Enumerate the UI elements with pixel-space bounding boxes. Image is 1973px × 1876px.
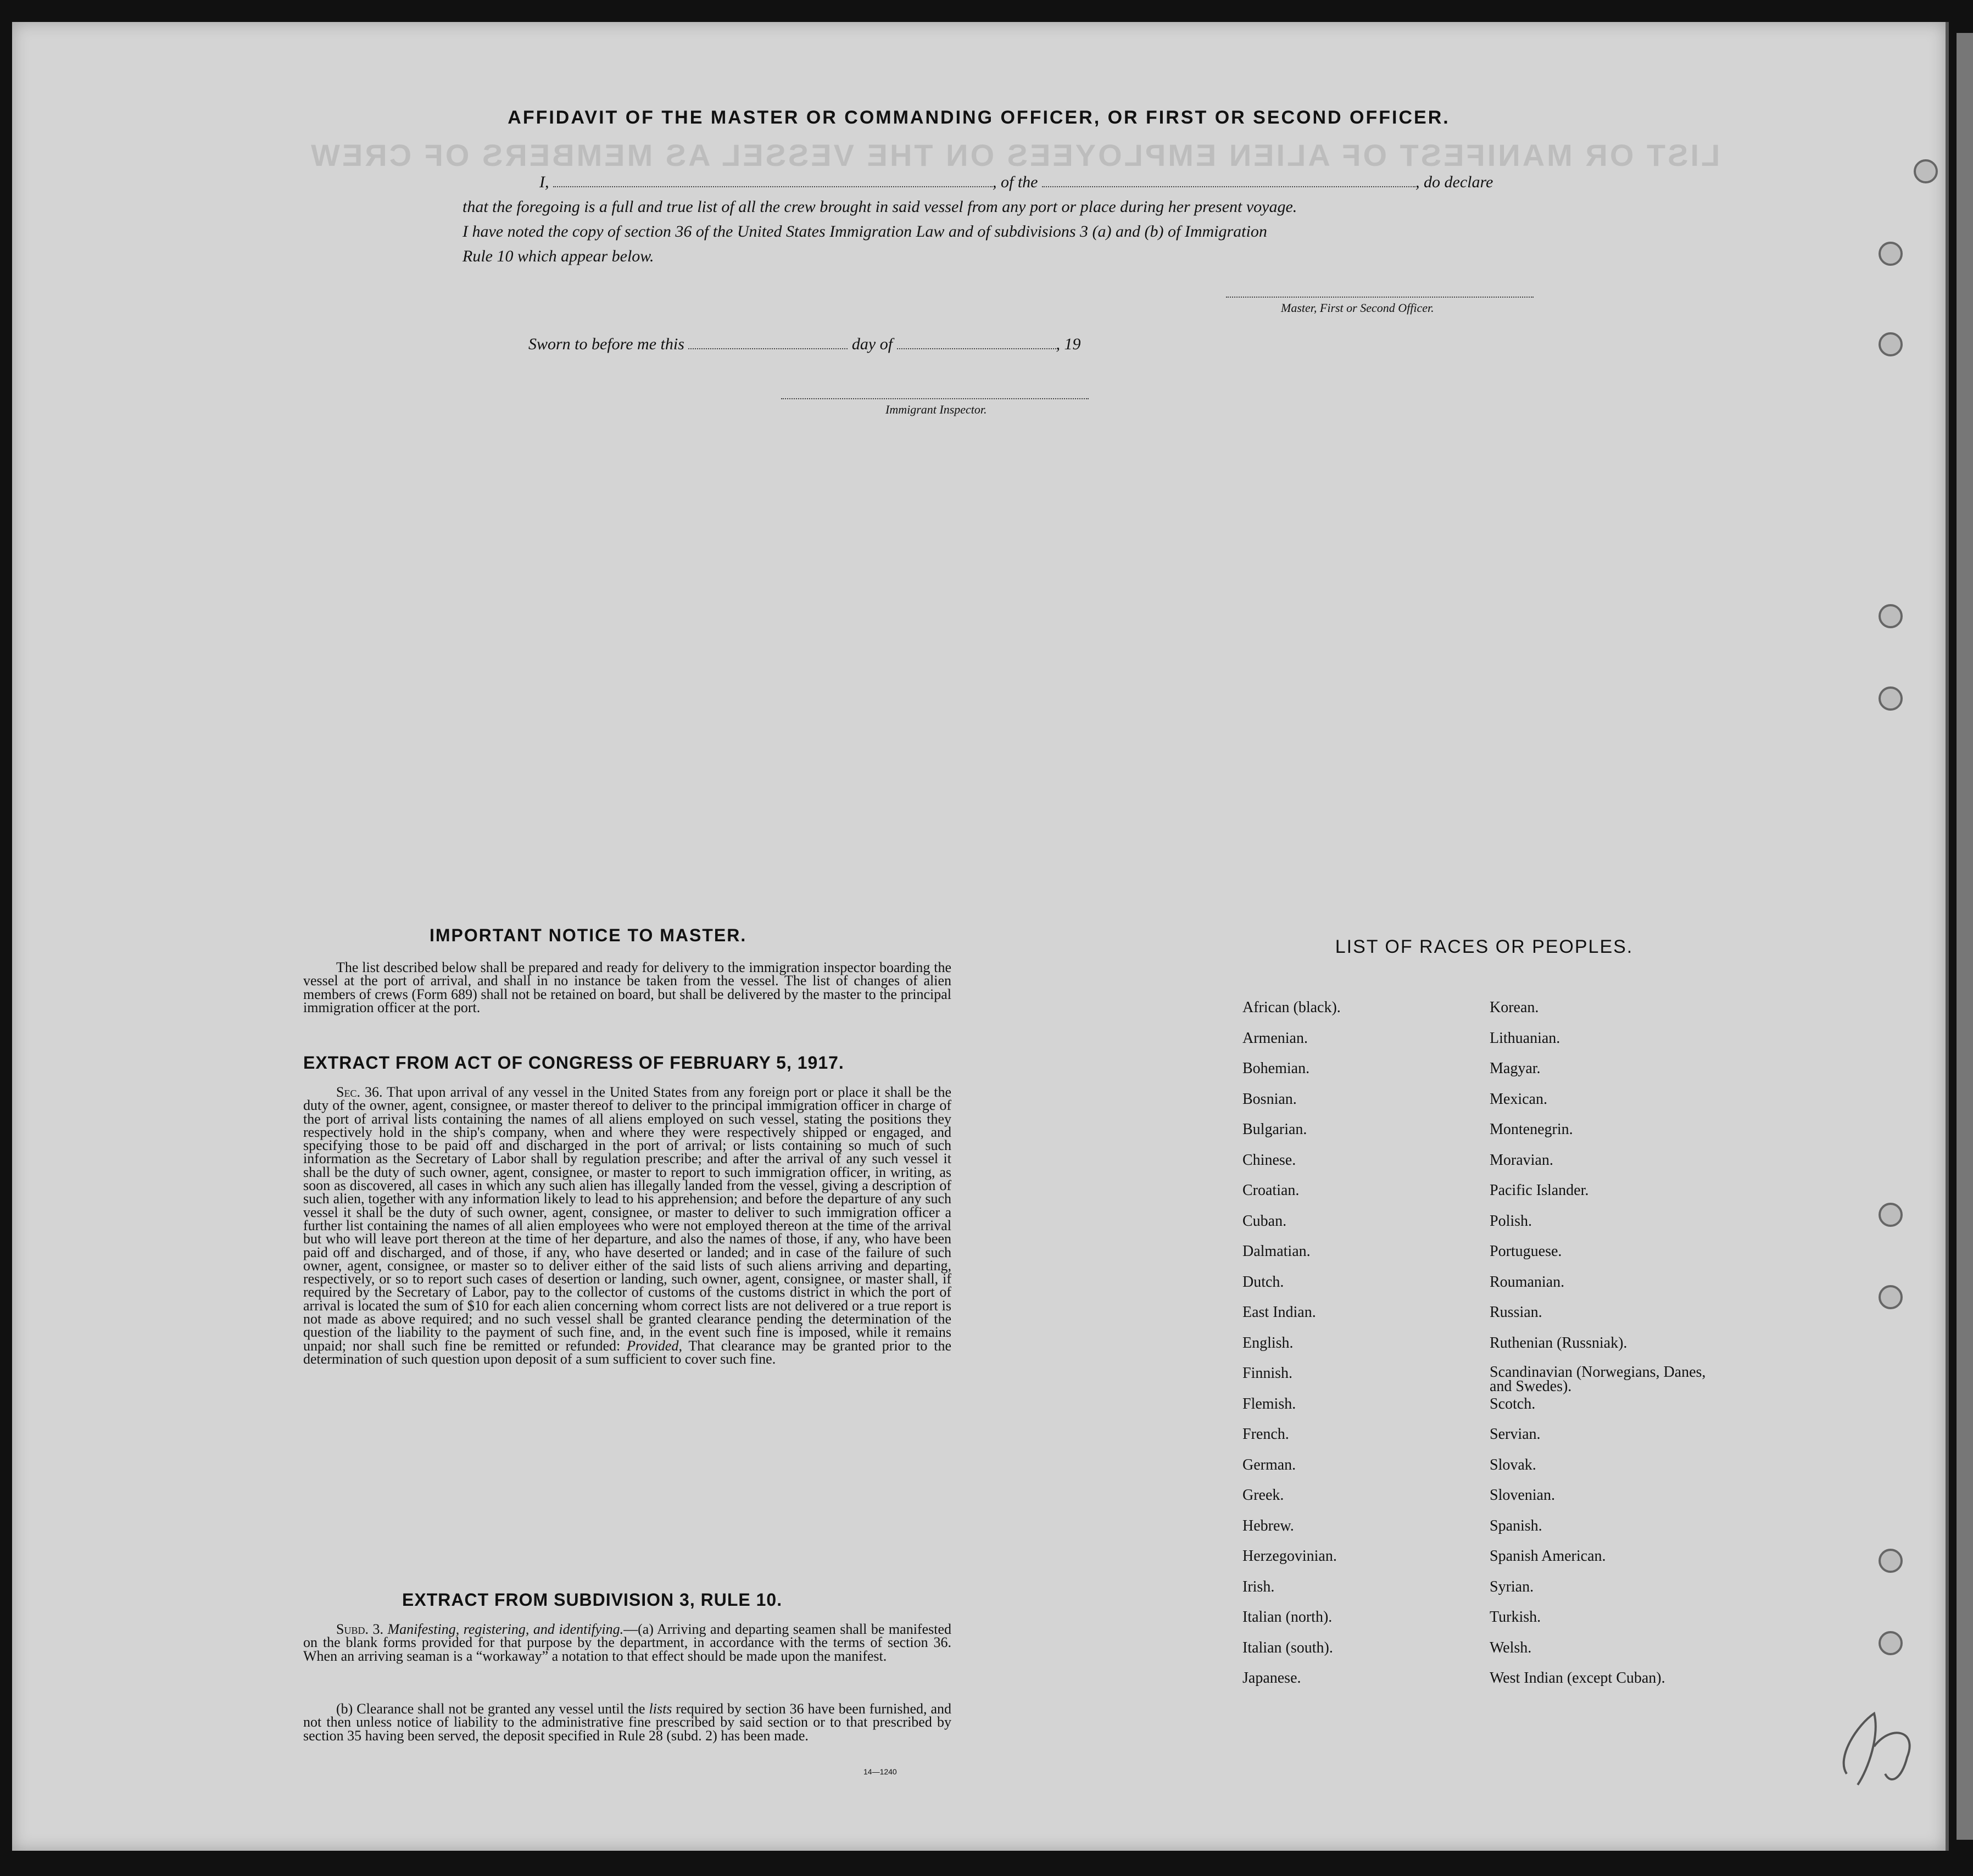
rule-para-b-lists: lists (649, 1701, 672, 1717)
rule-subd-heading: Manifesting, registering, and identifying. (387, 1621, 624, 1637)
race-item: Italian (north). (1242, 1609, 1333, 1626)
sworn-line (528, 335, 1188, 354)
rule-para-b (303, 1702, 951, 1743)
sworn-day-of: day of (851, 335, 893, 353)
bleed-through: LIST OR MANIFEST OF ALIEN EMPLOYEES ON THE VESSEL AS MEMBERS OF CREW (309, 138, 1720, 172)
rule-para-b-prefix: (b) Clearance shall not be granted any vessel until the (336, 1701, 645, 1717)
race-item: Slovak. (1490, 1456, 1536, 1473)
notice-body: The list described below shall be prepared and ready for delivery to the immigration inspector boarding the vessel at the port of arrival, and shall in no instance be taken from the vessel. The list of changes of alien members of crews (Form 689) shall not be retained on board, but shall be delivered by the master to the principal immigration officer at the port. (303, 959, 951, 1015)
act-section-label: Sec. 36. (336, 1084, 383, 1100)
punch-hole (1914, 159, 1938, 183)
race-item: Croatian. (1242, 1182, 1300, 1199)
affidavit-line-4: Rule 10 which appear below. (462, 247, 654, 265)
affidavit-declare: , do declare (1415, 173, 1493, 191)
punch-hole (1879, 1631, 1903, 1655)
punch-hole (1879, 1549, 1903, 1573)
punch-hole (1879, 604, 1903, 628)
act-body: That upon arrival of any vessel in the United States from any foreign port or place it shall be the duty of the owner, agent, consignee, or master thereof to deliver to the principal immigration officer in charge of the port of arrival lists containing the names of all aliens employed on such vessel, stating the positions they respectively hold in the ship's company, when and where they were respectively shipped or engaged, and specifying those to be paid off and discharged in the port of arrival; or lists containing so much of such information as the Secretary of Labor shall by regulation prescribe; and after the arrival of any such vessel it shall be the duty of such owner, agent, consignee, or master to report to such immigration officer, in writing, as soon as discovered, all cases in which any such alien has illegally landed from the vessel, giving a description of such alien, together with any information likely to lead to his apprehension; and before the departure of any such vessel it shall be the duty of such owner, agent, consignee, or master to deliver to such immigration officer a further list containing the names of all alien employees who were not employed thereon at the time of the arrival but who will leave port thereon at the time of her departure, and also the names of those, if any, who have been paid off and discharged, and of those, if any, who have deserted or landed; and in case of the failure of such owner, agent, consignee, or master so to deliver either of the said lists of such aliens arriving and departing, respectively, or so to report such cases of desertion or landing, such owner, agent, consignee, or master shall, if required by the Secretary of Labor, pay to the collector of customs of the customs district in which the port of arrival is located the sum of $10 for each alien concerning whom correct lists are not delivered or a true report is not made as above required; and no such vessel shall be granted clearance pending the determination of the question of the liability to the payment of such fine, and, in the event such fine is imposed, while it remains unpaid; nor shall such fine be remitted or refunded: (303, 1084, 952, 1354)
race-item: Bohemian. (1242, 1060, 1310, 1077)
race-item: Slovenian. (1490, 1487, 1555, 1504)
races-left-column (1242, 1000, 1473, 1701)
affidavit-line-3: I have noted the copy of section 36 of the United States Immigration Law and of subdivisions 3 (a) and (b) of Immigration (462, 222, 1267, 241)
race-item: Polish. (1490, 1212, 1532, 1230)
race-item: Pacific Islander. (1490, 1182, 1589, 1199)
race-item: Spanish. (1490, 1517, 1542, 1534)
race-item: Montenegrin. (1490, 1121, 1573, 1138)
race-item: Japanese. (1242, 1670, 1301, 1687)
race-item: Turkish. (1490, 1609, 1541, 1626)
act-body-end: That clearance may be granted prior to the determination of such question upon deposit of a sum sufficient to cover such fine. (303, 1337, 951, 1367)
race-item: Scotch. (1490, 1395, 1536, 1412)
master-signature-line[interactable] (1226, 297, 1534, 298)
race-item: Moravian. (1490, 1151, 1553, 1169)
punch-hole (1879, 1203, 1903, 1227)
race-item: Magyar. (1490, 1060, 1541, 1077)
punch-hole (1879, 1285, 1903, 1309)
rule-para-a (303, 1623, 951, 1663)
race-item: Dutch. (1242, 1273, 1284, 1291)
race-item: Finnish. (1242, 1365, 1293, 1382)
race-item: Russian. (1490, 1304, 1542, 1321)
name-blank[interactable] (553, 186, 993, 187)
sworn-year: , 19 (1056, 335, 1081, 353)
race-item: Hebrew. (1242, 1517, 1294, 1534)
sworn-date-blank[interactable] (688, 348, 848, 349)
race-item: East Indian. (1242, 1304, 1316, 1321)
affidavit-title: AFFIDAVIT OF THE MASTER OR COMMANDING OFFICER, OR FIRST OR SECOND OFFICER. (508, 107, 1450, 128)
race-item: West Indian (except Cuban). (1490, 1670, 1665, 1687)
race-item: Syrian. (1490, 1578, 1534, 1595)
race-item: Ruthenian (Russniak). (1490, 1334, 1628, 1352)
race-item: Dalmatian. (1242, 1243, 1311, 1260)
race-item: Chinese. (1242, 1151, 1296, 1169)
race-item: Flemish. (1242, 1395, 1296, 1412)
race-item: Bosnian. (1242, 1090, 1297, 1108)
race-item: Italian (south). (1242, 1639, 1333, 1656)
notice-title: IMPORTANT NOTICE TO MASTER. (430, 925, 747, 945)
notice-text (303, 961, 951, 1014)
race-item: Roumanian. (1490, 1273, 1565, 1291)
rule-subd-label: Subd. 3. (336, 1621, 383, 1637)
affidavit-line-2: that the foregoing is a full and true list of all the crew brought in said vessel from any port or place during her present voyage. (462, 198, 1297, 216)
race-item: Servian. (1490, 1426, 1541, 1443)
race-item: Spanish American. (1490, 1548, 1606, 1565)
inspector-signature-line[interactable] (781, 398, 1089, 399)
affidavit-line-1 (539, 173, 1545, 192)
act-provided: Provided, (627, 1337, 682, 1354)
race-item: African (black). (1242, 999, 1341, 1016)
race-item: Cuban. (1242, 1212, 1287, 1230)
inspector-caption: Immigrant Inspector. (885, 403, 987, 416)
handwritten-mark (1825, 1691, 1935, 1801)
sworn-prefix: Sworn to before me this (528, 335, 684, 353)
race-item: Lithuanian. (1490, 1029, 1560, 1047)
form-number: 14—1240 (863, 1767, 897, 1776)
page-edge (1957, 33, 1973, 1840)
race-item: Korean. (1490, 999, 1539, 1016)
act-text (303, 1086, 951, 1366)
race-item: Armenian. (1242, 1029, 1308, 1047)
race-item: Mexican. (1490, 1090, 1547, 1108)
race-item: Irish. (1242, 1578, 1275, 1595)
punch-hole (1879, 332, 1903, 356)
act-title: EXTRACT FROM ACT OF CONGRESS OF FEBRUARY 5, 1917. (303, 1053, 844, 1073)
punch-hole (1879, 242, 1903, 266)
race-item: Bulgarian. (1242, 1121, 1307, 1138)
affidavit-i: I, (539, 173, 549, 191)
affidavit-of-the: , of the (993, 173, 1038, 191)
rule-para-a-text: —(a) Arriving and departing seamen shall be manifested on the blank forms provided for that purpose by the department, in accordance with the terms of section 36. When an arriving seaman is a “workaway” a notation to that effect should be made upon the manifest. (303, 1621, 951, 1664)
punch-hole (1879, 686, 1903, 711)
race-item: Scandinavian (Norwegians, Danes, and Swedes). (1490, 1364, 1706, 1395)
races-right-column (1490, 1000, 1731, 1701)
races-title: LIST OF RACES OR PEOPLES. (1335, 936, 1634, 957)
sworn-month-blank[interactable] (897, 348, 1056, 349)
rule-title: EXTRACT FROM SUBDIVISION 3, RULE 10. (402, 1590, 783, 1610)
document-page (12, 22, 1949, 1851)
race-item: Welsh. (1490, 1639, 1532, 1656)
rule-para-b-text: required by section 36 have been furnished, and not then unless notice of liability to the administrative fine prescribed by said section or to that prescribed by section 35 having been served, the deposit specified in Rule 28 (subd. 2) has been made. (303, 1701, 952, 1744)
race-item: English. (1242, 1334, 1294, 1352)
race-item: Herzegovinian. (1242, 1548, 1337, 1565)
race-item: Greek. (1242, 1487, 1284, 1504)
master-caption: Master, First or Second Officer. (1281, 301, 1434, 315)
race-item: Portuguese. (1490, 1243, 1562, 1260)
vessel-blank[interactable] (1042, 186, 1415, 187)
race-item: French. (1242, 1426, 1289, 1443)
race-item: German. (1242, 1456, 1296, 1473)
